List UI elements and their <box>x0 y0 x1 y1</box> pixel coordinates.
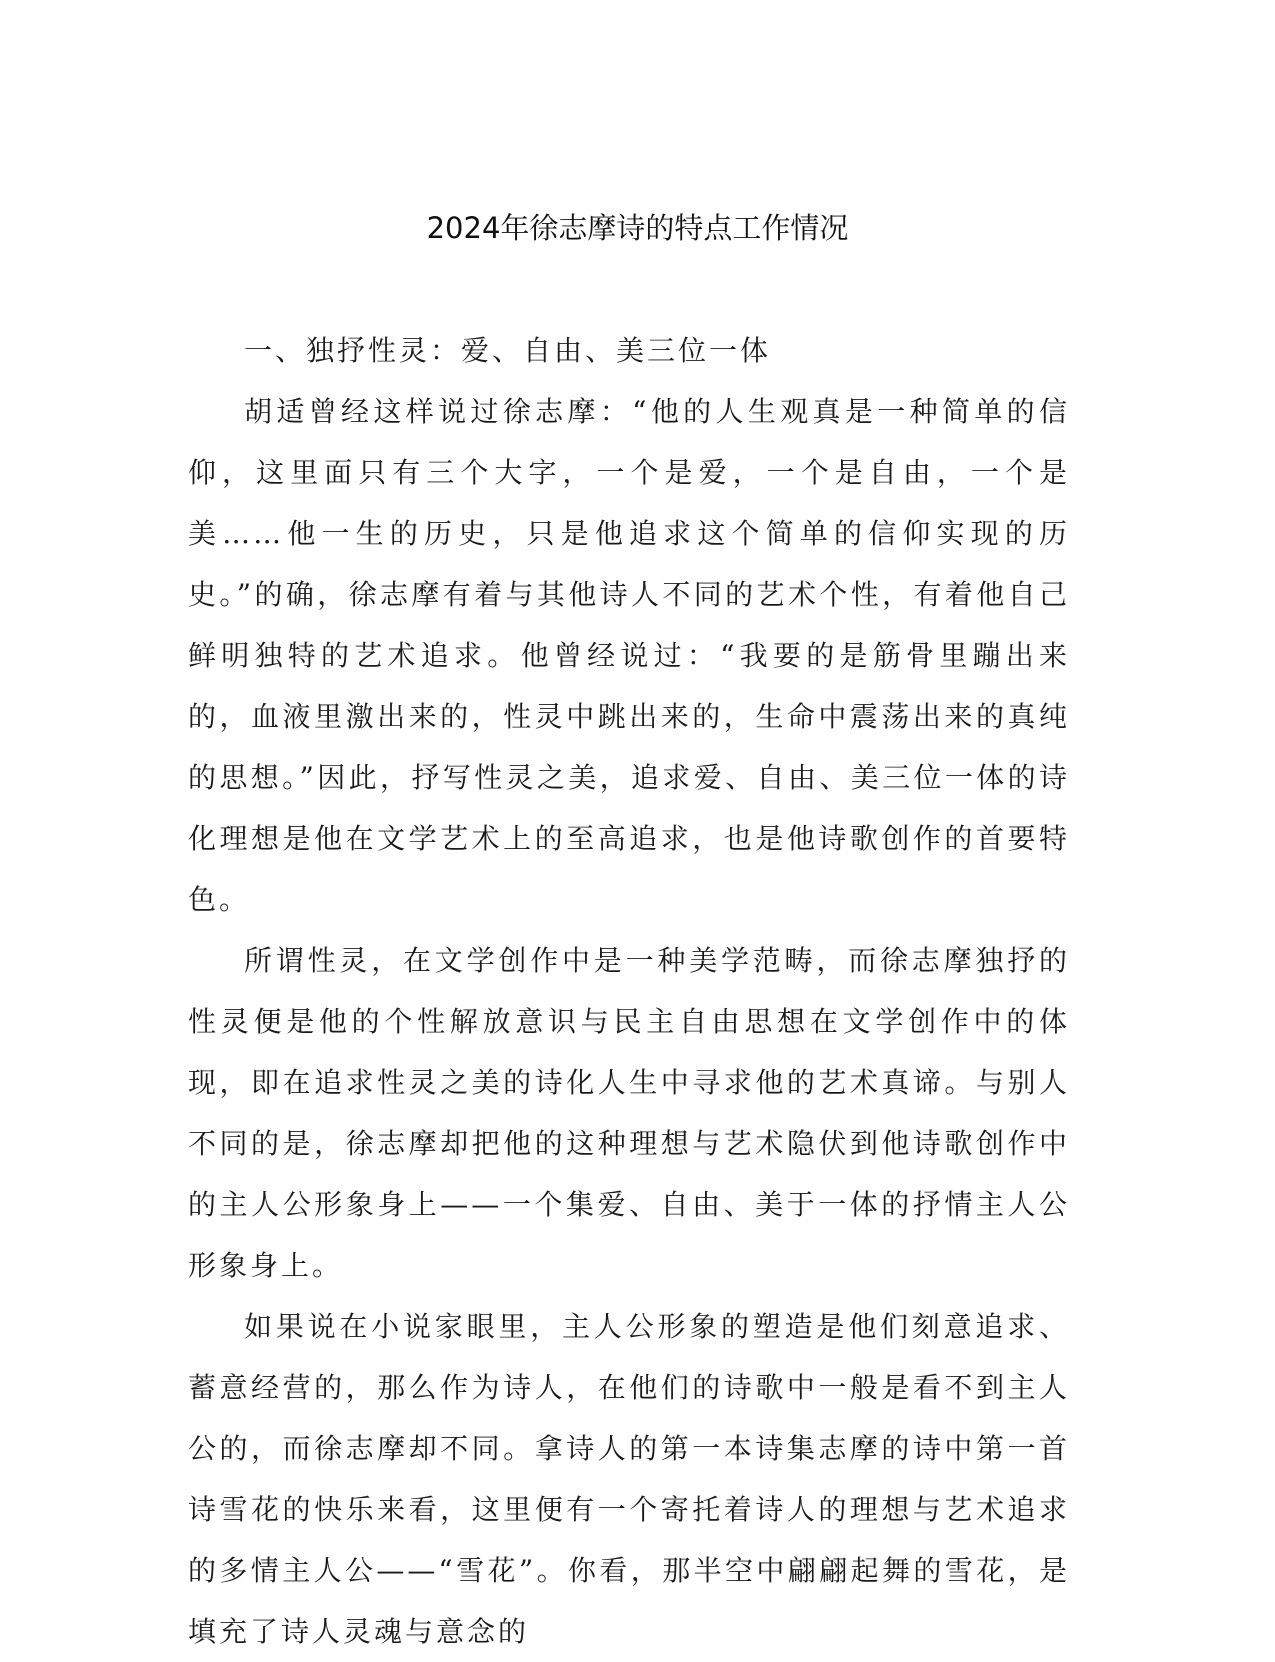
paragraph: 胡适曾经这样说过徐志摩：“他的人生观真是一种简单的信仰，这里面只有三个大字，一个是爱，一个是自由，一个是美……他一生的历史，只是他追求这个简单的信仰实现的历史。”的确，徐志摩有着与其他诗人不同的艺术个性，有着他自己鲜明独特的艺术追求。他曾经说过：“我要的是筋骨里蹦出来的，血液里激出来的，性灵中跳出来的，生命中震荡出来的真纯的思想。”因此，抒写性灵之美，追求爱、自由、美三位一体的诗化理想是他在文学艺术上的至高追求，也是他诗歌创作的首要特色。 <box>188 395 1070 916</box>
paragraph: 如果说在小说家眼里，主人公形象的塑造是他们刻意追求、蓄意经营的，那么作为诗人，在他们的诗歌中一般是看不到主人公的，而徐志摩却不同。拿诗人的第一本诗集志摩的诗中第一首诗雪花的快乐来看，这里便有一个寄托着诗人的理想与艺术追求的多情主人公——“雪花”。你看，那半空中翩翩起舞的雪花，是填充了诗人灵魂与意念的 <box>188 1310 1070 1648</box>
document-title: 2024年徐志摩诗的特点工作情况 <box>426 211 849 245</box>
paragraph: 所谓性灵，在文学创作中是一种美学范畴，而徐志摩独抒的性灵便是他的个性解放意识与民主自由思想在文学创作中的体现，即在追求性灵之美的诗化人生中寻求他的艺术真谛。与别人不同的是，徐志摩却把他的这种理想与艺术隐伏到他诗歌创作中的主人公形象身上——一个集爱、自由、美于一体的抒情主人公形象身上。 <box>188 944 1070 1282</box>
document-body <box>188 320 1070 1662</box>
section-heading: 一、独抒性灵：爱、自由、美三位一体 <box>244 334 772 367</box>
